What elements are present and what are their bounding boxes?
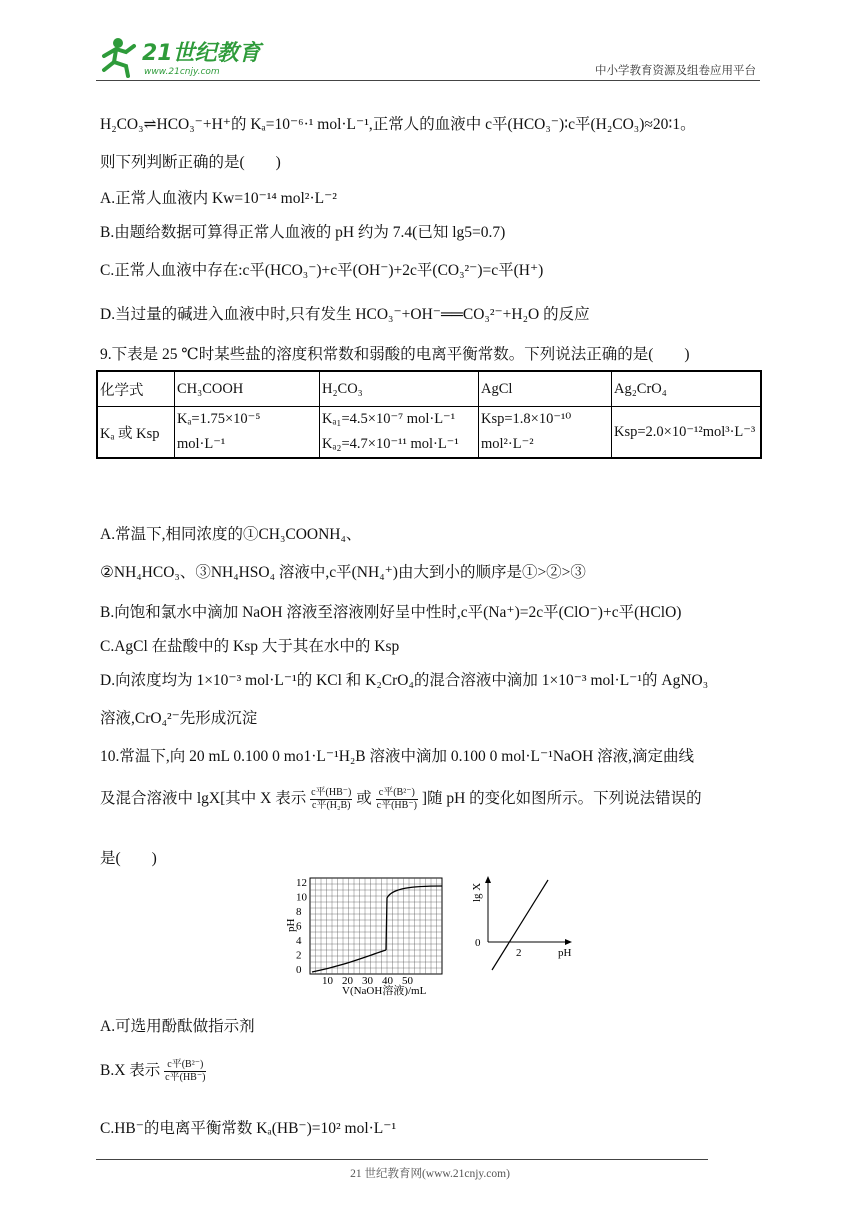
fraction-hb-h2b xyxy=(310,787,352,812)
table-header-cell: CH₃COOH xyxy=(175,371,320,407)
y-axis-label: pH xyxy=(285,918,297,932)
titration-curve-figure xyxy=(282,872,452,1005)
table-cell xyxy=(612,407,762,459)
table-cell xyxy=(479,407,612,459)
site-logo xyxy=(96,34,266,80)
fraction-numerator: c平(B²⁻) xyxy=(164,1059,206,1072)
cell-line: Kₐ=1.75×10⁻⁵ xyxy=(177,411,261,427)
x-tick-label: 30 xyxy=(362,975,373,987)
fraction-b-hb xyxy=(164,1059,206,1084)
q8-stem-line2: 则下列判断正确的是( ) xyxy=(100,154,281,171)
y-tick-label: 4 xyxy=(296,935,302,947)
y-tick-label: 10 xyxy=(296,891,307,904)
q10-option-a: A.可选用酚酞做指示剂 xyxy=(100,1018,255,1035)
x-tick-label: 20 xyxy=(342,975,353,987)
fraction-numerator: c平(HB⁻) xyxy=(311,786,352,798)
q8-option-d: D.当过量的碱进入血液中时,只有发生 HCO₃⁻+OH⁻══CO₃²⁻+H₂O 的反应 xyxy=(100,306,590,323)
q8-option-a: A.正常人血液内 Kw=10⁻¹⁴ mol²·L⁻² xyxy=(100,190,337,207)
q10-text: B.X 表示 xyxy=(100,1062,161,1079)
q10-option-b xyxy=(100,1058,206,1084)
x-tick-label: 10 xyxy=(322,975,333,987)
runner-logo-icon xyxy=(104,38,134,76)
q9-option-d-line2: 溶液,CrO₄²⁻先形成沉淀 xyxy=(100,710,258,727)
grid xyxy=(310,878,442,974)
q9-option-c: C.AgCl 在盐酸中的 Ksp 大于其在水中的 Ksp xyxy=(100,638,400,655)
cell-line: mol²·L⁻² xyxy=(481,436,534,452)
fraction-denominator: c平(HB⁻) xyxy=(376,799,417,811)
svg-text:www.21cnjy.com: www.21cnjy.com xyxy=(144,67,220,77)
y-tick-label: 2 xyxy=(296,949,302,962)
table-row xyxy=(97,407,761,459)
y-tick-label: 12 xyxy=(296,877,307,889)
table-cell xyxy=(175,407,320,459)
x-axis-label: V(NaOH溶液)/mL xyxy=(342,985,427,997)
table-header-cell: 化学式 xyxy=(97,371,175,407)
y-tick-label: 8 xyxy=(296,906,302,918)
q8-option-c: C.正常人血液中存在:c平(HCO₃⁻)+c平(OH⁻)+2c平(CO₃²⁻)=c平(H⁺) xyxy=(100,262,544,279)
q9-option-a-line2: ②NH₄HCO₃、③NH₄HSO₄ 溶液中,c平(NH₄⁺)由大到小的顺序是①>②>③ xyxy=(100,564,586,581)
q10-stem-line3: 是( ) xyxy=(100,850,157,867)
table-header-cell: Ag₂CrO₄ xyxy=(612,371,762,407)
table-header-row xyxy=(97,371,761,407)
ph-tick-label: 2 xyxy=(516,947,522,959)
table-header-cell: AgCl xyxy=(479,371,612,407)
titration-curve-jump xyxy=(386,886,442,950)
q10-text: 及混合溶液中 lgX[其中 X 表示 xyxy=(100,790,307,807)
cell-line: Kₐ₂=4.7×10⁻¹¹ mol·L⁻¹ xyxy=(322,436,459,452)
q10-text: ]随 pH 的变化如图所示。下列说法错误的 xyxy=(421,790,702,807)
q10-text: 或 xyxy=(356,790,372,807)
x-tick-label: 40 xyxy=(382,975,393,987)
table-cell xyxy=(320,407,479,459)
q10-option-c: C.HB⁻的电离平衡常数 Kₐ(HB⁻)=10² mol·L⁻¹ xyxy=(100,1120,397,1137)
fraction-denominator: c平(HB⁻) xyxy=(165,1071,206,1083)
footer-text: 21 世纪教育网(www.21cnjy.com) xyxy=(350,1168,510,1180)
cell-line: Kₐ₁=4.5×10⁻⁷ mol·L⁻¹ xyxy=(322,411,456,427)
q9-stem: 9.下表是 25 ℃时某些盐的溶度积常数和弱酸的电离平衡常数。下列说法正确的是( ) xyxy=(100,346,690,363)
footer-divider xyxy=(96,1159,708,1160)
q8-stem-line1: H₂CO₃⇌HCO₃⁻+H⁺的 Kₐ=10⁻⁶·¹ mol·L⁻¹,正常人的血液中 c平(HCO₃⁻)∶c平(H₂CO₃)≈20∶1。 xyxy=(100,116,696,133)
cell-line: mol·L⁻¹ xyxy=(177,436,226,452)
lgx-axis-label: lg X xyxy=(471,882,483,902)
y-tick-label: 6 xyxy=(296,920,302,933)
header-divider xyxy=(96,80,760,81)
x-tick-label: 50 xyxy=(402,975,413,987)
constants-table xyxy=(96,370,762,459)
titration-curve-low xyxy=(312,950,386,972)
q9-option-a-line1: A.常温下,相同浓度的①CH₃COONH₄、 xyxy=(100,526,362,543)
ph-axis-label: pH xyxy=(558,947,572,959)
fraction-b-hb xyxy=(376,787,418,812)
platform-name: 中小学教育资源及组卷应用平台 xyxy=(595,63,756,77)
origin-label: 0 xyxy=(475,937,481,949)
q9-option-b: B.向饱和氯水中滴加 NaOH 溶液至溶液刚好呈中性时,c平(Na⁺)=2c平(ClO⁻)+c平(HClO) xyxy=(100,604,682,621)
table-header-cell: H₂CO₃ xyxy=(320,371,479,407)
fraction-denominator: c平(H₂B) xyxy=(312,799,351,811)
svg-text:21世纪教育: 21世纪教育 xyxy=(142,41,261,66)
lgx-ph-figure xyxy=(466,872,586,977)
fraction-numerator: c平(B²⁻) xyxy=(376,787,418,800)
q10-stem-line2 xyxy=(100,786,702,812)
row-label: Kₐ 或 Ksp xyxy=(97,407,175,459)
cell-line: Ksp=2.0×10⁻¹²mol³·L⁻³ xyxy=(614,423,756,440)
cell-line: Ksp=1.8×10⁻¹⁰ xyxy=(481,411,572,427)
y-ticks xyxy=(296,877,308,976)
q9-option-d-line1: D.向浓度均为 1×10⁻³ mol·L⁻¹的 KCl 和 K₂CrO₄的混合溶液中滴加 1×10⁻³ mol·L⁻¹的 AgNO₃ xyxy=(100,672,709,689)
y-tick-label: 0 xyxy=(296,964,302,976)
q10-stem-line1: 10.常温下,向 20 mL 0.100 0 mo1·L⁻¹H₂B 溶液中滴加 0.100 0 mol·L⁻¹NaOH 溶液,滴定曲线 xyxy=(100,748,695,765)
q8-option-b: B.由题给数据可算得正常人血液的 pH 约为 7.4(已知 lg5=0.7) xyxy=(100,224,506,241)
